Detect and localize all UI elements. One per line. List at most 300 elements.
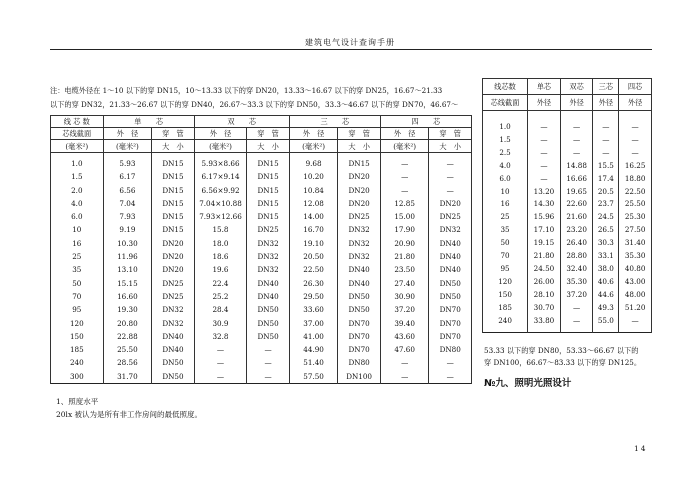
value-cell: — <box>528 173 561 186</box>
value-cell: 26.40 <box>560 237 593 250</box>
value-cell: DN15 <box>152 153 195 171</box>
value-cell: — <box>429 356 472 369</box>
header-core-count: 线 芯 数 <box>51 116 104 128</box>
value-cell: — <box>560 315 593 332</box>
header-group-quad: 四芯 <box>619 79 652 95</box>
value-cell: DN70 <box>338 343 381 356</box>
table-row <box>483 250 652 263</box>
value-cell: DN40 <box>338 277 381 290</box>
value-cell: DN40 <box>338 263 381 276</box>
value-cell: 28.80 <box>560 250 593 263</box>
value-cell: 6.17 <box>103 170 152 183</box>
value-cell: 27.50 <box>619 224 652 237</box>
value-cell: DN50 <box>247 330 290 343</box>
value-cell: 15.5 <box>593 160 619 173</box>
section-cell: 240 <box>483 315 528 332</box>
section-cell: 50 <box>483 237 528 250</box>
header-core-count: 线芯数 <box>483 79 528 95</box>
value-cell: DN20 <box>429 197 472 210</box>
value-cell: — <box>593 111 619 134</box>
table-row <box>483 315 652 332</box>
value-cell: 12.85 <box>380 197 429 210</box>
value-cell: DN50 <box>152 356 195 369</box>
value-cell: DN80 <box>429 343 472 356</box>
value-cell: — <box>380 170 429 183</box>
header-outer-diameter: 外径 <box>528 95 561 111</box>
value-cell: 23.7 <box>593 198 619 211</box>
header-rule <box>50 49 652 50</box>
value-cell: 12.08 <box>289 197 338 210</box>
value-cell: DN15 <box>152 184 195 197</box>
value-cell: — <box>380 153 429 171</box>
value-cell: DN15 <box>247 210 290 223</box>
value-cell: 22.88 <box>103 330 152 343</box>
value-cell: DN70 <box>429 317 472 330</box>
section-cell: 4.0 <box>51 197 104 210</box>
value-cell: 19.10 <box>289 237 338 250</box>
table-row <box>51 370 472 384</box>
value-cell: 15.8 <box>194 223 247 236</box>
value-cell: DN70 <box>429 330 472 343</box>
value-cell: 27.40 <box>380 277 429 290</box>
value-cell: — <box>429 170 472 183</box>
value-cell: 37.00 <box>289 317 338 330</box>
value-cell: DN50 <box>152 370 195 384</box>
table-row <box>483 173 652 186</box>
value-cell: 14.30 <box>528 198 561 211</box>
value-cell: 35.30 <box>619 250 652 263</box>
value-cell: 14.88 <box>560 160 593 173</box>
value-cell: — <box>380 184 429 197</box>
multi-core-diameter-table-body <box>483 111 652 333</box>
value-cell: 18.6 <box>194 250 247 263</box>
table-row <box>483 237 652 250</box>
value-cell: 29.50 <box>289 290 338 303</box>
table-row <box>483 289 652 302</box>
value-cell: DN100 <box>338 370 381 384</box>
value-cell: 37.20 <box>380 303 429 316</box>
sub-heading: 1、照度水平 <box>56 397 99 406</box>
note-line: 以下的穿 DN32，21.33～26.67 以下的穿 DN40，26.67～33.3 以下的穿 DN50，33.3～46.67 以下的穿 DN70，46.67～ <box>50 100 459 109</box>
table-row <box>51 356 472 369</box>
value-cell: 7.93 <box>103 210 152 223</box>
header-outer-diameter: 外径 <box>560 95 593 111</box>
value-cell: DN15 <box>152 170 195 183</box>
value-cell: 17.90 <box>380 223 429 236</box>
cable-diameter-table-body <box>51 153 472 384</box>
table-row <box>51 184 472 197</box>
table-row <box>483 134 652 147</box>
cable-conduit-note <box>50 84 480 112</box>
section-cell: 6.0 <box>483 173 528 186</box>
value-cell: 7.04×10.88 <box>194 197 247 210</box>
value-cell: 5.93 <box>103 153 152 171</box>
value-cell: — <box>528 160 561 173</box>
value-cell: DN25 <box>338 210 381 223</box>
value-cell: 14.00 <box>289 210 338 223</box>
section-cell: 1.0 <box>483 111 528 134</box>
value-cell: 5.93×8.66 <box>194 153 247 171</box>
section-cell: 16 <box>51 237 104 250</box>
value-cell: DN50 <box>429 277 472 290</box>
value-cell: — <box>560 147 593 160</box>
value-cell: 39.40 <box>380 317 429 330</box>
header-section: 芯线截面 <box>51 128 104 140</box>
section-cell: 2.5 <box>483 147 528 160</box>
value-cell: 18.80 <box>619 173 652 186</box>
value-cell: DN70 <box>429 303 472 316</box>
value-cell: 15.00 <box>380 210 429 223</box>
value-cell: 19.15 <box>528 237 561 250</box>
header-group-triple: 三芯 <box>593 79 619 95</box>
value-cell: — <box>593 147 619 160</box>
value-cell: 6.56 <box>103 184 152 197</box>
value-cell: 44.90 <box>289 343 338 356</box>
header-od-unit: (毫米²) <box>103 140 152 153</box>
value-cell: DN20 <box>338 170 381 183</box>
value-cell: — <box>619 315 652 332</box>
value-cell: DN20 <box>152 263 195 276</box>
section-cell: 50 <box>51 277 104 290</box>
value-cell: 28.4 <box>194 303 247 316</box>
value-cell: DN32 <box>152 303 195 316</box>
conduit-note-continued <box>484 345 659 368</box>
table-row <box>51 330 472 343</box>
value-cell: 22.4 <box>194 277 247 290</box>
section-cell: 1.5 <box>51 170 104 183</box>
value-cell: — <box>247 370 290 384</box>
table-row <box>483 160 652 173</box>
table-row <box>51 170 472 183</box>
value-cell: DN32 <box>429 223 472 236</box>
value-cell: — <box>380 370 429 384</box>
table-row <box>51 317 472 330</box>
value-cell: DN50 <box>429 290 472 303</box>
value-cell: DN40 <box>429 263 472 276</box>
value-cell: 25.50 <box>103 343 152 356</box>
value-cell: 26.5 <box>593 224 619 237</box>
value-cell: 25.50 <box>619 198 652 211</box>
value-cell: 10.30 <box>103 237 152 250</box>
value-cell: 38.0 <box>593 263 619 276</box>
header-conduit: 穿 管 <box>152 128 195 140</box>
value-cell: DN50 <box>338 303 381 316</box>
value-cell: — <box>560 302 593 315</box>
value-cell: 20.80 <box>103 317 152 330</box>
value-cell: 20.90 <box>380 237 429 250</box>
value-cell: 22.50 <box>289 263 338 276</box>
table-row <box>483 147 652 160</box>
value-cell: DN20 <box>152 250 195 263</box>
value-cell: 48.00 <box>619 289 652 302</box>
header-conduit: 穿 管 <box>429 128 472 140</box>
value-cell: 19.30 <box>103 303 152 316</box>
header-conduit-unit: 大 小 <box>429 140 472 153</box>
value-cell: 44.6 <box>593 289 619 302</box>
section-cell: 95 <box>51 303 104 316</box>
value-cell: DN40 <box>247 290 290 303</box>
value-cell: 40.6 <box>593 276 619 289</box>
section-cell: 35 <box>483 224 528 237</box>
value-cell: DN15 <box>152 197 195 210</box>
page-number: 14 <box>634 444 648 453</box>
table-row <box>51 197 472 210</box>
value-cell: 30.9 <box>194 317 247 330</box>
value-cell: 21.80 <box>380 250 429 263</box>
header-group-single: 单芯 <box>528 79 561 95</box>
value-cell: — <box>619 147 652 160</box>
header-conduit-unit: 大 小 <box>152 140 195 153</box>
value-cell: 49.3 <box>593 302 619 315</box>
value-cell: 51.40 <box>289 356 338 369</box>
value-cell: 23.50 <box>380 263 429 276</box>
value-cell: — <box>247 343 290 356</box>
value-cell: — <box>380 356 429 369</box>
header-outer-diameter: 外径 <box>593 95 619 111</box>
value-cell: 31.70 <box>103 370 152 384</box>
section-cell: 300 <box>51 370 104 384</box>
value-cell: 32.40 <box>560 263 593 276</box>
value-cell: DN32 <box>247 250 290 263</box>
table-row <box>51 263 472 276</box>
header-conduit-unit: 大 小 <box>338 140 381 153</box>
section-cell: 10 <box>483 186 528 199</box>
value-cell: — <box>194 356 247 369</box>
value-cell: — <box>194 370 247 384</box>
table-row <box>51 277 472 290</box>
value-cell: 40.80 <box>619 263 652 276</box>
value-cell: 30.70 <box>528 302 561 315</box>
table-row <box>483 111 652 134</box>
body-text: 20lx 被认为是所有非工作房间的最低照度。 <box>56 410 203 419</box>
value-cell: 24.5 <box>593 211 619 224</box>
value-cell: — <box>619 134 652 147</box>
header-outer-diameter: 外 径 <box>103 128 152 140</box>
value-cell: 19.65 <box>560 186 593 199</box>
section-cell: 185 <box>483 302 528 315</box>
value-cell: 25.30 <box>619 211 652 224</box>
value-cell: DN50 <box>247 303 290 316</box>
section-cell: 6.0 <box>51 210 104 223</box>
value-cell: 23.20 <box>560 224 593 237</box>
value-cell: 21.80 <box>528 250 561 263</box>
value-cell: — <box>593 134 619 147</box>
value-cell: 7.04 <box>103 197 152 210</box>
value-cell: — <box>560 111 593 134</box>
header-group-quad: 四 芯 <box>380 116 471 128</box>
value-cell: DN50 <box>338 290 381 303</box>
value-cell: 35.30 <box>560 276 593 289</box>
table-row <box>483 186 652 199</box>
value-cell: 16.60 <box>103 290 152 303</box>
table-row <box>483 263 652 276</box>
value-cell: 16.70 <box>289 223 338 236</box>
section-cell: 4.0 <box>483 160 528 173</box>
value-cell: 21.60 <box>560 211 593 224</box>
value-cell: DN50 <box>247 317 290 330</box>
value-cell: 22.50 <box>619 186 652 199</box>
value-cell: — <box>560 134 593 147</box>
value-cell: 33.1 <box>593 250 619 263</box>
value-cell: 24.50 <box>528 263 561 276</box>
value-cell: 28.10 <box>528 289 561 302</box>
table-row <box>51 250 472 263</box>
table-row <box>483 276 652 289</box>
value-cell: 13.20 <box>528 186 561 199</box>
header-section-unit: (毫米²) <box>51 140 104 153</box>
header-od-unit: (毫米²) <box>289 140 338 153</box>
section-cell: 120 <box>483 276 528 289</box>
header-group-double: 双芯 <box>560 79 593 95</box>
section-cell: 150 <box>483 289 528 302</box>
value-cell: DN15 <box>338 153 381 171</box>
header-od-unit: (毫米²) <box>380 140 429 153</box>
header-outer-diameter: 外 径 <box>194 128 247 140</box>
header-section: 芯线截面 <box>483 95 528 111</box>
section-cell: 70 <box>51 290 104 303</box>
value-cell: — <box>528 111 561 134</box>
value-cell: — <box>429 153 472 171</box>
value-cell: 13.10 <box>103 263 152 276</box>
value-cell: DN32 <box>338 250 381 263</box>
value-cell: DN32 <box>338 237 381 250</box>
value-cell: DN20 <box>338 184 381 197</box>
table-row <box>483 198 652 211</box>
value-cell: DN70 <box>338 330 381 343</box>
header-conduit: 穿 管 <box>338 128 381 140</box>
section-cell: 150 <box>51 330 104 343</box>
value-cell: 16.25 <box>619 160 652 173</box>
value-cell: — <box>429 370 472 384</box>
table-row <box>51 343 472 356</box>
value-cell: 6.17×9.14 <box>194 170 247 183</box>
value-cell: DN20 <box>152 237 195 250</box>
note-line: 注：电缆外径在 1～10 以下的穿 DN15，10～13.33 以下的穿 DN20，13.33～16.67 以下的穿 DN25，16.67～21.33 <box>50 86 443 95</box>
value-cell: DN20 <box>338 197 381 210</box>
value-cell: 9.19 <box>103 223 152 236</box>
value-cell: 22.60 <box>560 198 593 211</box>
value-cell: 43.00 <box>619 276 652 289</box>
header-outer-diameter: 外径 <box>619 95 652 111</box>
value-cell: 31.40 <box>619 237 652 250</box>
header-conduit-unit: 大 小 <box>247 140 290 153</box>
value-cell: 32.8 <box>194 330 247 343</box>
value-cell: 20.5 <box>593 186 619 199</box>
value-cell: 19.6 <box>194 263 247 276</box>
table-row <box>483 211 652 224</box>
value-cell: — <box>528 147 561 160</box>
section-cell: 25 <box>483 211 528 224</box>
section-cell: 2.0 <box>51 184 104 197</box>
multi-core-diameter-table <box>482 78 652 333</box>
value-cell: 33.60 <box>289 303 338 316</box>
table-row <box>483 302 652 315</box>
value-cell: DN32 <box>247 237 290 250</box>
value-cell: DN70 <box>338 317 381 330</box>
value-cell: 10.20 <box>289 170 338 183</box>
value-cell: 17.4 <box>593 173 619 186</box>
value-cell: DN25 <box>429 210 472 223</box>
value-cell: DN80 <box>338 356 381 369</box>
section-cell: 10 <box>51 223 104 236</box>
value-cell: DN40 <box>429 250 472 263</box>
section-cell: 25 <box>51 250 104 263</box>
section-cell: 70 <box>483 250 528 263</box>
table-row <box>51 223 472 236</box>
header-group-single: 单 芯 <box>103 116 194 128</box>
value-cell: 57.50 <box>289 370 338 384</box>
value-cell: 28.56 <box>103 356 152 369</box>
value-cell: 25.2 <box>194 290 247 303</box>
value-cell: 33.80 <box>528 315 561 332</box>
value-cell: DN15 <box>247 184 290 197</box>
value-cell: 37.20 <box>560 289 593 302</box>
value-cell: 18.0 <box>194 237 247 250</box>
table-row <box>483 224 652 237</box>
value-cell: 9.68 <box>289 153 338 171</box>
section-title: №九、照明光照设计 <box>484 378 572 389</box>
value-cell: DN40 <box>152 330 195 343</box>
section-cell: 1.0 <box>51 153 104 171</box>
page-header-title: 建筑电气设计查询手册 <box>305 38 395 47</box>
value-cell: 30.3 <box>593 237 619 250</box>
value-cell: DN15 <box>152 210 195 223</box>
section-cell: 16 <box>483 198 528 211</box>
section-cell: 95 <box>483 263 528 276</box>
value-cell: DN25 <box>247 223 290 236</box>
note-line: 53.33 以下的穿 DN80，53.33～66.67 以下的 <box>484 346 639 355</box>
value-cell: 51.20 <box>619 302 652 315</box>
value-cell: 20.50 <box>289 250 338 263</box>
value-cell: 15.96 <box>528 211 561 224</box>
table-row <box>51 237 472 250</box>
value-cell: DN15 <box>247 170 290 183</box>
value-cell: DN15 <box>152 223 195 236</box>
section-cell: 1.5 <box>483 134 528 147</box>
value-cell: — <box>619 111 652 134</box>
table-row <box>51 153 472 171</box>
table-row <box>51 290 472 303</box>
table-row <box>51 210 472 223</box>
value-cell: DN25 <box>152 290 195 303</box>
note-line: 穿 DN100，66.67～83.33 以下的穿 DN125。 <box>484 357 642 367</box>
section-cell: 240 <box>51 356 104 369</box>
header-group-double: 双 芯 <box>194 116 289 128</box>
value-cell: — <box>194 343 247 356</box>
value-cell: DN32 <box>247 263 290 276</box>
value-cell: DN40 <box>247 277 290 290</box>
value-cell: DN32 <box>338 223 381 236</box>
value-cell: 6.56×9.92 <box>194 184 247 197</box>
value-cell: 43.60 <box>380 330 429 343</box>
value-cell: DN40 <box>429 237 472 250</box>
value-cell: 15.15 <box>103 277 152 290</box>
value-cell: DN40 <box>152 343 195 356</box>
header-group-triple: 三 芯 <box>289 116 380 128</box>
cable-diameter-table <box>50 115 472 384</box>
table-row <box>51 303 472 316</box>
header-conduit: 穿 管 <box>247 128 290 140</box>
value-cell: 10.84 <box>289 184 338 197</box>
value-cell: 55.0 <box>593 315 619 332</box>
header-outer-diameter: 外 径 <box>289 128 338 140</box>
value-cell: — <box>429 184 472 197</box>
value-cell: 26.30 <box>289 277 338 290</box>
value-cell: DN15 <box>247 197 290 210</box>
value-cell: DN25 <box>152 277 195 290</box>
value-cell: 17.10 <box>528 224 561 237</box>
value-cell: — <box>247 356 290 369</box>
